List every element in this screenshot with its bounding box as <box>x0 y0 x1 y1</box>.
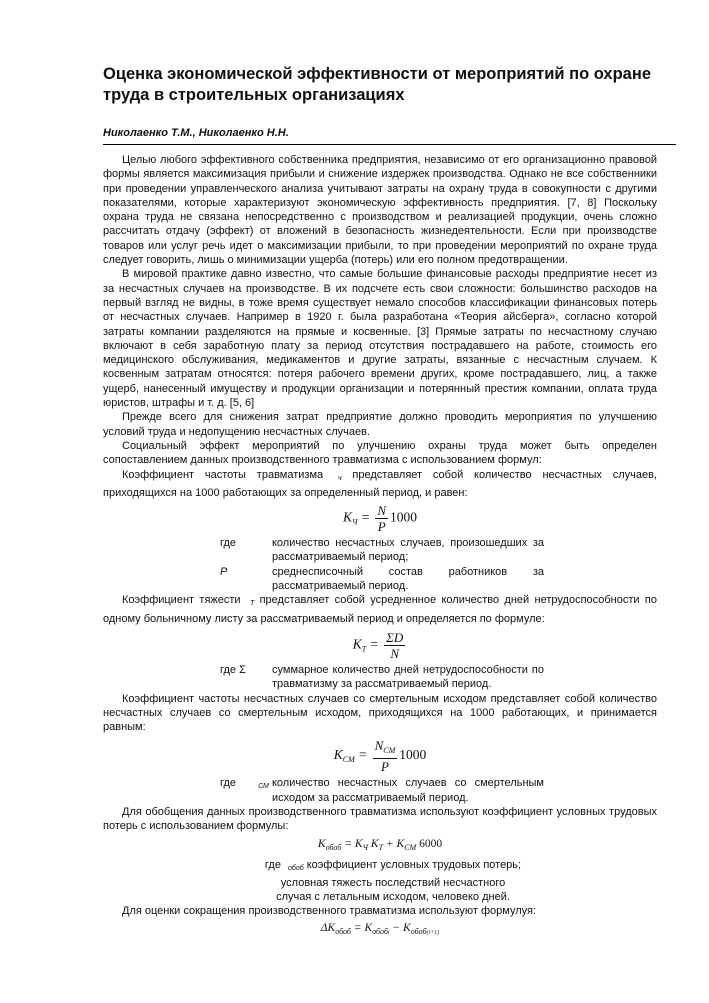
def-kobob-key-sub: обоб <box>288 864 304 872</box>
formula-kobob-sub-a: обоб <box>325 842 342 852</box>
formula-kobob <box>103 836 657 856</box>
formula-ksm-numerator-sub: CM <box>383 746 396 756</box>
paragraph-4: Социальный эффект мероприятий по улучшению охраны труда может быть определен сопоставлением данных производственного травматизма с использованием формул: <box>103 439 657 467</box>
formula-delta-sub-b-index: i <box>387 929 390 936</box>
definitions-kobob <box>243 858 543 905</box>
paragraph-8: Для обобщения данных производственного травматизма используют коэффициент условных трудовых потерь с использованием формулы: <box>103 805 657 833</box>
formula-kch-lhs: K <box>342 509 352 525</box>
formula-kch-multiplier: 1000 <box>390 509 418 525</box>
formula-kobob-sub-d: CM <box>404 842 417 852</box>
paper-authors: Николаенко Т.М., Николаенко Н.Н. <box>103 127 289 139</box>
definitions-kt <box>220 663 657 692</box>
def-kobob-key: где <box>264 858 281 871</box>
formula-kch-denominator: P <box>377 519 386 535</box>
paragraph-1: Целью любого эффективного собственника предприятия, независимо от его организационно правовой формы является максимизация прибыли и снижение издержек производства. Однако не все собственники при проведении управленческого анализа учитывают затраты на охрану труда в совокупности с другими показателями, которые характеризуют экономическую эффективность предприятия. [7, 8] Поскольку охрана труда не связана непосредственно с производством и реализацией продукции, очень сложно рассчитать отдачу (эффект) от вложений в безопасность жизнедеятельности. Если при производстве товаров или услуг речь идет о максимизации прибыли, то при проведении мероприятий по охране труда следует говорить, лишь о минимизации ущерба (потерь) или его полном предотвращении. <box>103 154 657 267</box>
formula-ksm-lhs: K <box>333 747 343 763</box>
paragraph-5-subscript: ч <box>337 474 342 482</box>
formula-kobob-sub-b: Ч <box>362 842 369 852</box>
def-ksm-value-1: количество несчастных случаев со смертельным исходом за рассматриваемый период. <box>272 777 544 804</box>
paragraph-7: Коэффициент частоты несчастных случаев со смертельным исходом представляет собой количество несчастных случаев со смертельным исходом, приходящихся на 1000 работающих, и принимается равным: <box>103 692 657 734</box>
formula-ksm-fraction <box>373 738 398 774</box>
formula-delta-sub-c-main: обоб <box>410 926 427 936</box>
formula-delta-sub-b-main: обоб <box>372 926 388 936</box>
formula-kobob-d: + K <box>385 837 405 850</box>
formula-ksm-denominator: P <box>380 759 389 775</box>
def-kch-key-2: P <box>220 565 228 578</box>
def-kobob-text-2: условная тяжесть последствий несчастного <box>280 876 506 889</box>
paragraph-6-subscript: Т <box>249 600 255 608</box>
def-kch-value-2: среднесписочный состав работников за рассматриваемый период. <box>272 565 544 593</box>
formula-kobob-e: 6000 <box>419 837 443 850</box>
paragraph-2: В мировой практике давно известно, что самые большие финансовые расходы предприятие несет из за несчастных случаев на производстве. В их подсчете есть свои сложности: большинство расходов на первый взгляд не видны, в тоже время существует немало способов классификации финансовых потерь от несчастных случаев. Например в 1920 г. была разработана «Теория айсберга», согласно которой затраты компании разделяются на прямые и косвенные. [3] Прямые затраты по несчастному случаю включают в себя заработную плату за период отсутствия пострадавшего на работе, стоимость его медицинского обслуживания, медикаментов и другие затраты, вязанные с несчастным случаем. К косвенным затратам относятся: потеря рабочего времени других, кроме пострадавшего, лиц, а также ущерб, нанесенный имуществу и продукции организации и потерянный престиж компании, оплата труда юристов, штрафы и т. д. [5, 6] <box>103 268 657 410</box>
formula-delta-sub-c <box>411 927 439 936</box>
formula-ksm-numerator <box>373 738 398 759</box>
paper-body <box>103 153 657 941</box>
formula-kch-lhs-sub: Ч <box>351 517 358 527</box>
def-ksm-key-word: где <box>220 777 237 790</box>
paragraph-9: Для оценки сокращения производственного травматизма используют формулуя: <box>122 905 537 918</box>
formula-kt-lhs-sub: T <box>361 644 367 654</box>
def-kobob-text-1: коэффициент условных трудовых потерь; <box>306 858 522 871</box>
formula-delta-sub-a: обоб <box>335 926 351 936</box>
formula-delta-a: ΔK <box>320 921 336 934</box>
paragraph-5-end: представляет собой количество несчастных случаев, приходящихся на 1000 работающих за определенный период, и равен: <box>103 468 657 499</box>
formula-kch-numerator: N <box>377 503 387 519</box>
formula-kobob-sub-c: T <box>378 842 384 852</box>
def-kt-value-1: суммарное количество дней нетрудоспособности по травматизму за рассматриваемый период. <box>272 663 544 691</box>
paragraph-5 <box>103 468 657 501</box>
def-kch-key-1: где <box>220 537 237 550</box>
formula-delta-b: = K <box>353 921 373 934</box>
paragraph-3: Прежде всего для снижения затрат предприятие должно проводить мероприятия по улучшению условий труда и недопущению несчастных случаев. <box>103 411 657 438</box>
def-ksm-key-1 <box>220 776 272 805</box>
definitions-ksm <box>220 776 657 805</box>
paragraph-5-start: Коэффициент частоты травматизма <box>122 468 324 481</box>
paper-title: Оценка экономической эффективности от мероприятий по охране труда в строительных организациях <box>103 65 652 104</box>
def-kch-value-1: количество несчастных случаев, произошедших за рассматриваемый период; <box>272 537 544 564</box>
definitions-kch <box>220 536 657 593</box>
formula-kch: $K_Ч$ = $\frac{N}{P}$ 1000 <box>342 503 418 535</box>
def-kobob-line-1 <box>243 858 543 876</box>
formula-kobob-c: K <box>370 837 379 850</box>
formula-kt-lhs: K <box>352 636 362 652</box>
formula-kch-fraction <box>375 503 388 534</box>
title-rule <box>103 144 676 145</box>
formula-delta-kobob <box>103 920 657 941</box>
formula-ksm-numerator-main: N <box>374 738 384 754</box>
formula-kt: $K_T$ = $\frac{\Sigma D}{N}$ <box>352 629 404 661</box>
formula-kobob-a: K <box>317 837 326 850</box>
formula-ksm: $K_{CM}$ = $\frac{N_{CM}}{P}$ 1000 <box>333 738 427 775</box>
formula-kt-fraction <box>384 630 405 661</box>
formula-delta-c: − K <box>392 921 411 934</box>
formula-kobob-b: = K <box>344 837 363 850</box>
def-ksm-key-sub: СМ <box>258 783 269 791</box>
formula-delta-sub-c-index: (i+1) <box>426 929 440 936</box>
paragraph-6-start: Коэффициент тяжести <box>122 594 241 607</box>
formula-kt-denominator: N <box>390 645 399 661</box>
paragraph-6-end: представляет собой усредненное количество дней нетрудоспособности по одному больничному листу за рассматриваемый период и определяется по формуле: <box>103 594 657 625</box>
formula-ksm-multiplier: 1000 <box>399 747 427 763</box>
def-kobob-text-3: случая с летальным исходом, человеко дней. <box>276 891 510 904</box>
formula-delta-sub-b <box>372 927 389 936</box>
def-kt-key-1: где Σ <box>220 663 246 676</box>
formula-kt-numerator: ΣD <box>386 629 404 645</box>
formula-ksm-lhs-sub: CM <box>342 755 355 765</box>
paragraph-6 <box>103 593 657 626</box>
